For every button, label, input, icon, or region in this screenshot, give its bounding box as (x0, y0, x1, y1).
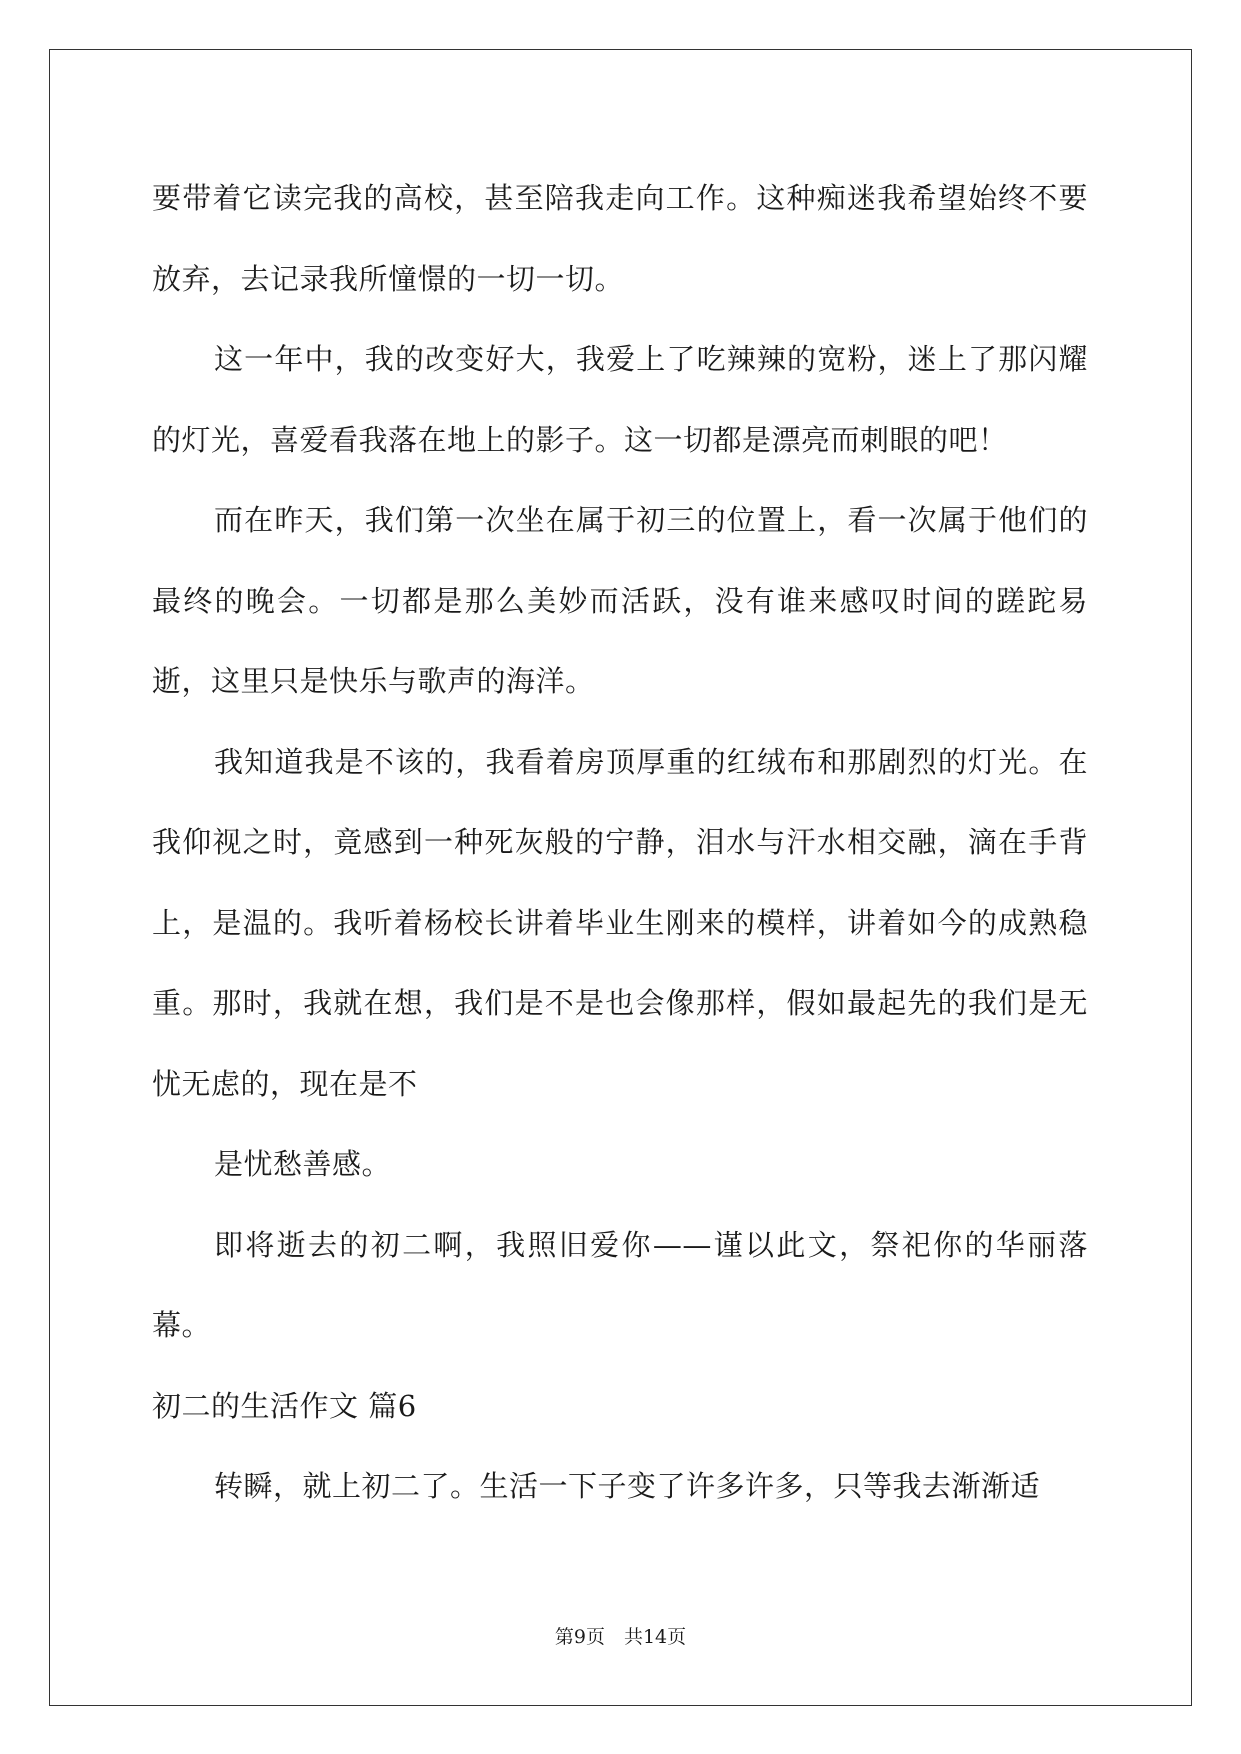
paragraph-7: 转瞬，就上初二了。生活一下子变了许多许多，只等我去渐渐适 (214, 1469, 1041, 1503)
paragraph-3: 而在昨天，我们第一次坐在属于初三的位置上，看一次属于他们的最终的晚会。一切都是那么美妙而活跃，没有谁来感叹时间的蹉跎易逝，这里只是快乐与歌声的海洋。 (152, 503, 1088, 698)
page-number-footer: 第9页 共14页 (554, 1626, 687, 1648)
paragraph-1: 要带着它读完我的高校，甚至陪我走向工作。这种痴迷我希望始终不要放弃，去记录我所憧憬的一切一切。 (152, 181, 1088, 296)
paragraph-5: 是忧愁善感。 (214, 1147, 392, 1181)
paragraph-6: 即将逝去的初二啊，我照旧爱你——谨以此文，祭祀你的华丽落幕。 (152, 1227, 1088, 1342)
paragraph-2: 这一年中，我的改变好大，我爱上了吃辣辣的宽粉，迷上了那闪耀的灯光，喜爱看我落在地上的影子。这一切都是漂亮而刺眼的吧！ (152, 342, 1088, 457)
section-heading: 初二的生活作文 篇6 (152, 1388, 417, 1423)
document-body (152, 158, 1088, 1527)
paragraph-4: 我知道我是不该的，我看着房顶厚重的红绒布和那剧烈的灯光。在我仰视之时，竟感到一种死灰般的宁静，泪水与汗水相交融，滴在手背上，是温的。我听着杨校长讲着毕业生刚来的模样，讲着如今的成熟稳重。那时，我就在想，我们是不是也会像那样，假如最起先的我们是无忧无虑的，现在是不 (152, 744, 1088, 1101)
